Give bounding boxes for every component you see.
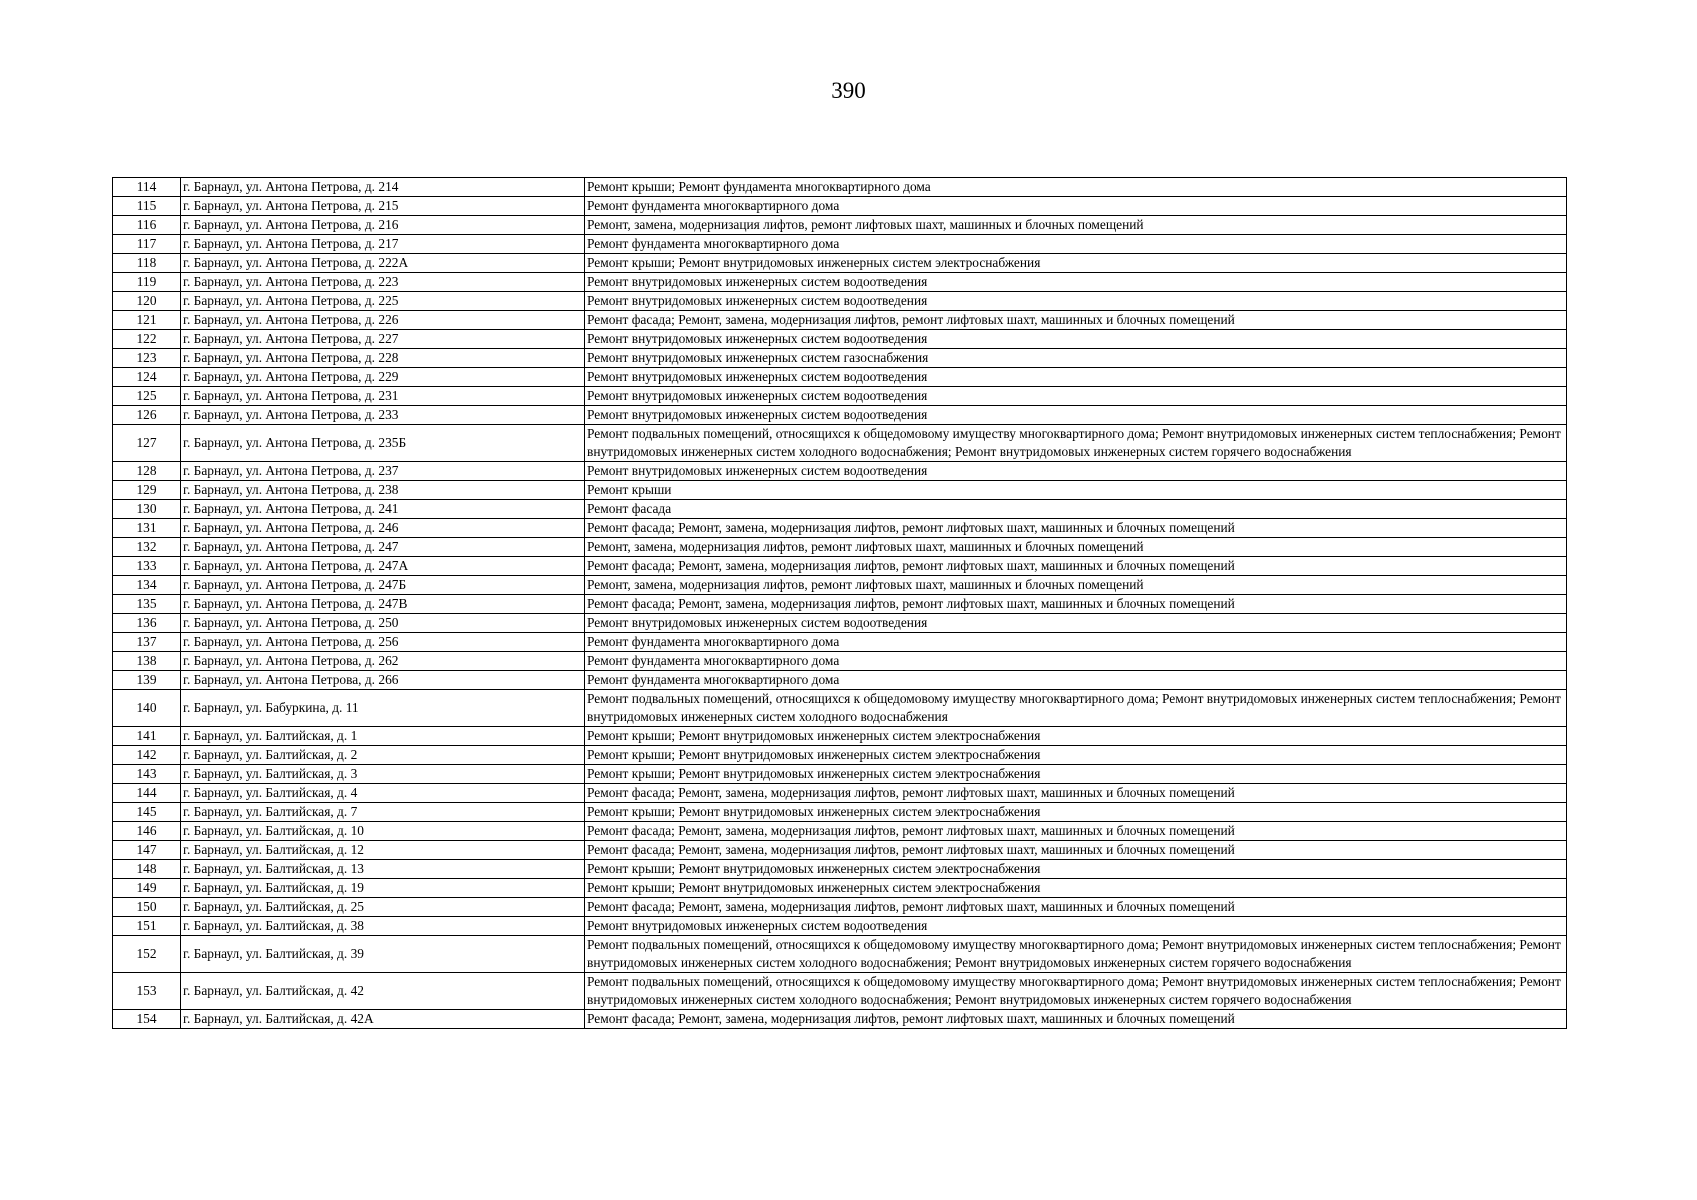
address-cell: г. Барнаул, ул. Антона Петрова, д. 266	[181, 671, 585, 690]
address-cell: г. Барнаул, ул. Бабуркина, д. 11	[181, 690, 585, 727]
table-row	[113, 917, 1567, 936]
table-row	[113, 614, 1567, 633]
row-number-cell: 151	[113, 917, 181, 936]
address-cell: г. Барнаул, ул. Антона Петрова, д. 216	[181, 216, 585, 235]
row-number-cell: 136	[113, 614, 181, 633]
row-number-cell: 145	[113, 803, 181, 822]
table-row	[113, 387, 1567, 406]
address-cell: г. Барнаул, ул. Балтийская, д. 2	[181, 746, 585, 765]
works-cell: Ремонт фасада; Ремонт, замена, модернизация лифтов, ремонт лифтовых шахт, машинных и блочных помещений	[585, 898, 1567, 917]
works-cell: Ремонт фундамента многоквартирного дома	[585, 197, 1567, 216]
works-cell: Ремонт фундамента многоквартирного дома	[585, 652, 1567, 671]
row-number-cell: 146	[113, 822, 181, 841]
row-number-cell: 148	[113, 860, 181, 879]
address-cell: г. Барнаул, ул. Антона Петрова, д. 231	[181, 387, 585, 406]
row-number-cell: 127	[113, 425, 181, 462]
works-cell: Ремонт внутридомовых инженерных систем водоотведения	[585, 614, 1567, 633]
table-row	[113, 727, 1567, 746]
address-cell: г. Барнаул, ул. Антона Петрова, д. 227	[181, 330, 585, 349]
address-cell: г. Барнаул, ул. Антона Петрова, д. 229	[181, 368, 585, 387]
table-row	[113, 273, 1567, 292]
works-cell: Ремонт подвальных помещений, относящихся к общедомовому имуществу многоквартирного дома; Ремонт внутридомовых инженерных систем теплоснабжения; Ремонт внутридомовых инженерных систем холодного водоснабжения; Ремонт внутридомовых инженерных систем горячего водоснабжения	[585, 936, 1567, 973]
table-row	[113, 254, 1567, 273]
works-cell: Ремонт фасада; Ремонт, замена, модернизация лифтов, ремонт лифтовых шахт, машинных и блочных помещений	[585, 311, 1567, 330]
address-cell: г. Барнаул, ул. Антона Петрова, д. 250	[181, 614, 585, 633]
works-cell: Ремонт внутридомовых инженерных систем водоотведения	[585, 273, 1567, 292]
address-cell: г. Барнаул, ул. Антона Петрова, д. 262	[181, 652, 585, 671]
table-row	[113, 690, 1567, 727]
works-cell: Ремонт внутридомовых инженерных систем водоотведения	[585, 292, 1567, 311]
row-number-cell: 123	[113, 349, 181, 368]
works-cell: Ремонт внутридомовых инженерных систем водоотведения	[585, 330, 1567, 349]
address-cell: г. Барнаул, ул. Антона Петрова, д. 237	[181, 462, 585, 481]
address-cell: г. Барнаул, ул. Антона Петрова, д. 247Б	[181, 576, 585, 595]
address-cell: г. Барнаул, ул. Антона Петрова, д. 228	[181, 349, 585, 368]
table-row	[113, 898, 1567, 917]
works-cell: Ремонт фасада; Ремонт, замена, модернизация лифтов, ремонт лифтовых шахт, машинных и блочных помещений	[585, 595, 1567, 614]
address-cell: г. Барнаул, ул. Антона Петрова, д. 247В	[181, 595, 585, 614]
row-number-cell: 116	[113, 216, 181, 235]
row-number-cell: 153	[113, 973, 181, 1010]
works-cell: Ремонт внутридомовых инженерных систем водоотведения	[585, 406, 1567, 425]
works-cell: Ремонт фундамента многоквартирного дома	[585, 235, 1567, 254]
address-cell: г. Барнаул, ул. Антона Петрова, д. 215	[181, 197, 585, 216]
table-row	[113, 425, 1567, 462]
works-cell: Ремонт фундамента многоквартирного дома	[585, 633, 1567, 652]
table-body	[113, 178, 1567, 1029]
works-cell: Ремонт крыши; Ремонт фундамента многоквартирного дома	[585, 178, 1567, 197]
address-cell: г. Барнаул, ул. Антона Петрова, д. 256	[181, 633, 585, 652]
address-cell: г. Барнаул, ул. Антона Петрова, д. 222А	[181, 254, 585, 273]
row-number-cell: 120	[113, 292, 181, 311]
address-cell: г. Барнаул, ул. Антона Петрова, д. 246	[181, 519, 585, 538]
address-cell: г. Барнаул, ул. Балтийская, д. 7	[181, 803, 585, 822]
address-cell: г. Барнаул, ул. Балтийская, д. 1	[181, 727, 585, 746]
works-cell: Ремонт внутридомовых инженерных систем водоотведения	[585, 917, 1567, 936]
works-cell: Ремонт крыши; Ремонт внутридомовых инженерных систем электроснабжения	[585, 879, 1567, 898]
address-cell: г. Барнаул, ул. Балтийская, д. 42	[181, 973, 585, 1010]
row-number-cell: 115	[113, 197, 181, 216]
repair-table	[112, 177, 1567, 1029]
works-cell: Ремонт крыши	[585, 481, 1567, 500]
row-number-cell: 114	[113, 178, 181, 197]
row-number-cell: 149	[113, 879, 181, 898]
row-number-cell: 133	[113, 557, 181, 576]
address-cell: г. Барнаул, ул. Антона Петрова, д. 214	[181, 178, 585, 197]
row-number-cell: 140	[113, 690, 181, 727]
address-cell: г. Барнаул, ул. Антона Петрова, д. 235Б	[181, 425, 585, 462]
table-row	[113, 500, 1567, 519]
row-number-cell: 117	[113, 235, 181, 254]
address-cell: г. Барнаул, ул. Балтийская, д. 25	[181, 898, 585, 917]
row-number-cell: 138	[113, 652, 181, 671]
works-cell: Ремонт крыши; Ремонт внутридомовых инженерных систем электроснабжения	[585, 746, 1567, 765]
table-row	[113, 576, 1567, 595]
address-cell: г. Барнаул, ул. Балтийская, д. 39	[181, 936, 585, 973]
works-cell: Ремонт фасада; Ремонт, замена, модернизация лифтов, ремонт лифтовых шахт, машинных и блочных помещений	[585, 519, 1567, 538]
row-number-cell: 121	[113, 311, 181, 330]
table-row	[113, 538, 1567, 557]
address-cell: г. Барнаул, ул. Антона Петрова, д. 217	[181, 235, 585, 254]
address-cell: г. Барнаул, ул. Антона Петрова, д. 247	[181, 538, 585, 557]
table-row	[113, 235, 1567, 254]
table-row	[113, 860, 1567, 879]
row-number-cell: 119	[113, 273, 181, 292]
table-row	[113, 368, 1567, 387]
works-cell: Ремонт фасада; Ремонт, замена, модернизация лифтов, ремонт лифтовых шахт, машинных и блочных помещений	[585, 822, 1567, 841]
row-number-cell: 141	[113, 727, 181, 746]
row-number-cell: 142	[113, 746, 181, 765]
works-cell: Ремонт подвальных помещений, относящихся к общедомовому имуществу многоквартирного дома; Ремонт внутридомовых инженерных систем теплоснабжения; Ремонт внутридомовых инженерных систем холодного водоснабжения	[585, 690, 1567, 727]
table-row	[113, 671, 1567, 690]
row-number-cell: 132	[113, 538, 181, 557]
table-row	[113, 178, 1567, 197]
address-cell: г. Барнаул, ул. Антона Петрова, д. 233	[181, 406, 585, 425]
address-cell: г. Барнаул, ул. Балтийская, д. 4	[181, 784, 585, 803]
table-row	[113, 519, 1567, 538]
works-cell: Ремонт внутридомовых инженерных систем водоотведения	[585, 368, 1567, 387]
row-number-cell: 147	[113, 841, 181, 860]
table-row	[113, 462, 1567, 481]
row-number-cell: 130	[113, 500, 181, 519]
works-cell: Ремонт внутридомовых инженерных систем водоотведения	[585, 387, 1567, 406]
row-number-cell: 118	[113, 254, 181, 273]
address-cell: г. Барнаул, ул. Балтийская, д. 19	[181, 879, 585, 898]
row-number-cell: 144	[113, 784, 181, 803]
table-row	[113, 765, 1567, 784]
table-row	[113, 879, 1567, 898]
table-row	[113, 822, 1567, 841]
table-row	[113, 652, 1567, 671]
works-cell: Ремонт фасада	[585, 500, 1567, 519]
table-row	[113, 841, 1567, 860]
works-cell: Ремонт подвальных помещений, относящихся к общедомовому имуществу многоквартирного дома; Ремонт внутридомовых инженерных систем теплоснабжения; Ремонт внутридомовых инженерных систем холодного водоснабжения; Ремонт внутридомовых инженерных систем горячего водоснабжения	[585, 425, 1567, 462]
works-cell: Ремонт фундамента многоквартирного дома	[585, 671, 1567, 690]
works-cell: Ремонт внутридомовых инженерных систем газоснабжения	[585, 349, 1567, 368]
table-row	[113, 292, 1567, 311]
works-cell: Ремонт, замена, модернизация лифтов, ремонт лифтовых шахт, машинных и блочных помещений	[585, 576, 1567, 595]
works-cell: Ремонт крыши; Ремонт внутридомовых инженерных систем электроснабжения	[585, 765, 1567, 784]
works-cell: Ремонт фасада; Ремонт, замена, модернизация лифтов, ремонт лифтовых шахт, машинных и блочных помещений	[585, 841, 1567, 860]
row-number-cell: 122	[113, 330, 181, 349]
works-cell: Ремонт внутридомовых инженерных систем водоотведения	[585, 462, 1567, 481]
address-cell: г. Барнаул, ул. Антона Петрова, д. 225	[181, 292, 585, 311]
works-cell: Ремонт фасада; Ремонт, замена, модернизация лифтов, ремонт лифтовых шахт, машинных и блочных помещений	[585, 1010, 1567, 1029]
address-cell: г. Барнаул, ул. Балтийская, д. 13	[181, 860, 585, 879]
row-number-cell: 129	[113, 481, 181, 500]
table-row	[113, 633, 1567, 652]
works-cell: Ремонт крыши; Ремонт внутридомовых инженерных систем электроснабжения	[585, 803, 1567, 822]
works-cell: Ремонт фасада; Ремонт, замена, модернизация лифтов, ремонт лифтовых шахт, машинных и блочных помещений	[585, 557, 1567, 576]
page-number: 390	[831, 78, 866, 103]
address-cell: г. Барнаул, ул. Антона Петрова, д. 247А	[181, 557, 585, 576]
works-cell: Ремонт, замена, модернизация лифтов, ремонт лифтовых шахт, машинных и блочных помещений	[585, 538, 1567, 557]
address-cell: г. Барнаул, ул. Балтийская, д. 38	[181, 917, 585, 936]
row-number-cell: 137	[113, 633, 181, 652]
address-cell: г. Барнаул, ул. Балтийская, д. 12	[181, 841, 585, 860]
table-row	[113, 746, 1567, 765]
works-cell: Ремонт подвальных помещений, относящихся к общедомовому имуществу многоквартирного дома; Ремонт внутридомовых инженерных систем теплоснабжения; Ремонт внутридомовых инженерных систем холодного водоснабжения; Ремонт внутридомовых инженерных систем горячего водоснабжения	[585, 973, 1567, 1010]
row-number-cell: 124	[113, 368, 181, 387]
table-row	[113, 406, 1567, 425]
row-number-cell: 135	[113, 595, 181, 614]
address-cell: г. Барнаул, ул. Антона Петрова, д. 223	[181, 273, 585, 292]
table-row	[113, 330, 1567, 349]
row-number-cell: 128	[113, 462, 181, 481]
table-row	[113, 784, 1567, 803]
row-number-cell: 152	[113, 936, 181, 973]
address-cell: г. Барнаул, ул. Антона Петрова, д. 241	[181, 500, 585, 519]
row-number-cell: 150	[113, 898, 181, 917]
table-row	[113, 595, 1567, 614]
address-cell: г. Барнаул, ул. Балтийская, д. 3	[181, 765, 585, 784]
row-number-cell: 143	[113, 765, 181, 784]
table-row	[113, 973, 1567, 1010]
table-row	[113, 803, 1567, 822]
row-number-cell: 131	[113, 519, 181, 538]
row-number-cell: 154	[113, 1010, 181, 1029]
table-row	[113, 481, 1567, 500]
row-number-cell: 125	[113, 387, 181, 406]
works-cell: Ремонт крыши; Ремонт внутридомовых инженерных систем электроснабжения	[585, 860, 1567, 879]
table-row	[113, 197, 1567, 216]
works-cell: Ремонт крыши; Ремонт внутридомовых инженерных систем электроснабжения	[585, 727, 1567, 746]
works-cell: Ремонт фасада; Ремонт, замена, модернизация лифтов, ремонт лифтовых шахт, машинных и блочных помещений	[585, 784, 1567, 803]
address-cell: г. Барнаул, ул. Балтийская, д. 42А	[181, 1010, 585, 1029]
address-cell: г. Барнаул, ул. Антона Петрова, д. 226	[181, 311, 585, 330]
works-cell: Ремонт, замена, модернизация лифтов, ремонт лифтовых шахт, машинных и блочных помещений	[585, 216, 1567, 235]
row-number-cell: 126	[113, 406, 181, 425]
table-row	[113, 557, 1567, 576]
address-cell: г. Барнаул, ул. Балтийская, д. 10	[181, 822, 585, 841]
table-row	[113, 311, 1567, 330]
table-row	[113, 1010, 1567, 1029]
works-cell: Ремонт крыши; Ремонт внутридомовых инженерных систем электроснабжения	[585, 254, 1567, 273]
address-cell: г. Барнаул, ул. Антона Петрова, д. 238	[181, 481, 585, 500]
table-row	[113, 349, 1567, 368]
row-number-cell: 139	[113, 671, 181, 690]
table-row	[113, 216, 1567, 235]
row-number-cell: 134	[113, 576, 181, 595]
table-row	[113, 936, 1567, 973]
